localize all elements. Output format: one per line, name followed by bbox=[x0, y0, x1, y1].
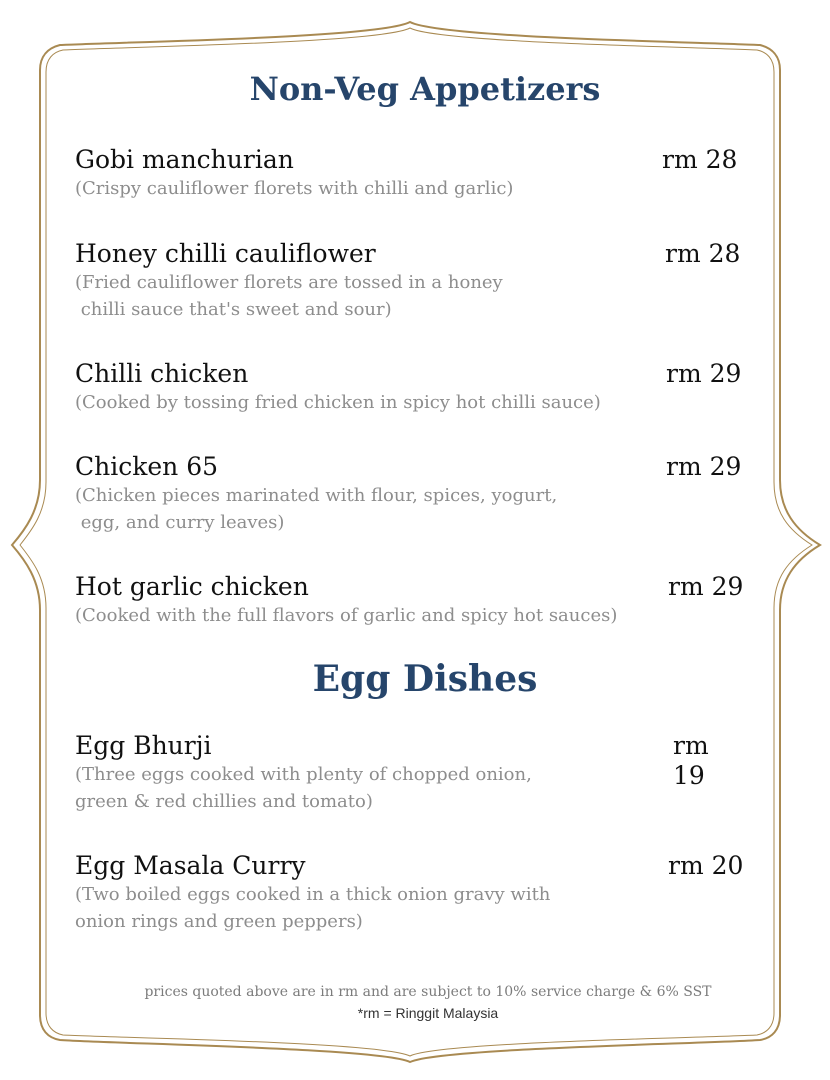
item-name: Hot garlic chicken bbox=[75, 572, 309, 601]
item-description: (Three eggs cooked with plenty of chopped onion, green & red chillies and tomato) bbox=[75, 764, 532, 812]
item-name: Gobi manchurian bbox=[75, 145, 294, 174]
item-description: (Two boiled eggs cooked in a thick onion gravy with onion rings and green peppers) bbox=[75, 884, 551, 932]
item-name: Egg Masala Curry bbox=[75, 851, 306, 880]
menu-item bbox=[75, 452, 745, 536]
menu-item bbox=[75, 145, 745, 202]
footer-currency-note: *rm = Ringgit Malaysia bbox=[357, 1005, 499, 1021]
menu-item bbox=[75, 359, 745, 416]
menu-item bbox=[75, 239, 745, 323]
menu-item bbox=[75, 851, 745, 935]
item-price: rm 28 bbox=[665, 239, 741, 268]
item-name: Egg Bhurji bbox=[75, 731, 212, 760]
item-price: rm 29 bbox=[666, 452, 742, 481]
menu-item bbox=[75, 572, 745, 629]
item-price: rm 29 bbox=[668, 572, 744, 601]
item-description: (Chicken pieces marinated with flour, spices, yogurt, egg, and curry leaves) bbox=[75, 485, 558, 533]
item-price: rm 19 bbox=[673, 731, 709, 790]
item-description: (Cooked with the full flavors of garlic and spicy hot sauces) bbox=[75, 605, 618, 626]
item-name: Chicken 65 bbox=[75, 452, 219, 481]
item-name: Honey chilli cauliflower bbox=[75, 239, 376, 268]
section-title-non-veg-appetizers: Non-Veg Appetizers bbox=[249, 70, 601, 108]
section-title-egg-dishes: Egg Dishes bbox=[312, 658, 538, 700]
menu-item bbox=[75, 731, 745, 815]
item-price: rm 29 bbox=[666, 359, 742, 388]
item-description: (Cooked by tossing fried chicken in spicy hot chilli sauce) bbox=[75, 392, 601, 413]
item-price: rm 20 bbox=[668, 851, 744, 880]
item-description: (Crispy cauliflower florets with chilli and garlic) bbox=[75, 178, 514, 199]
item-description: (Fried cauliflower florets are tossed in a honey chilli sauce that's sweet and sour) bbox=[75, 272, 503, 320]
item-price: rm 28 bbox=[662, 145, 738, 174]
item-name: Chilli chicken bbox=[75, 359, 249, 388]
footer-price-note: prices quoted above are in rm and are subject to 10% service charge & 6% SST bbox=[144, 984, 712, 1000]
